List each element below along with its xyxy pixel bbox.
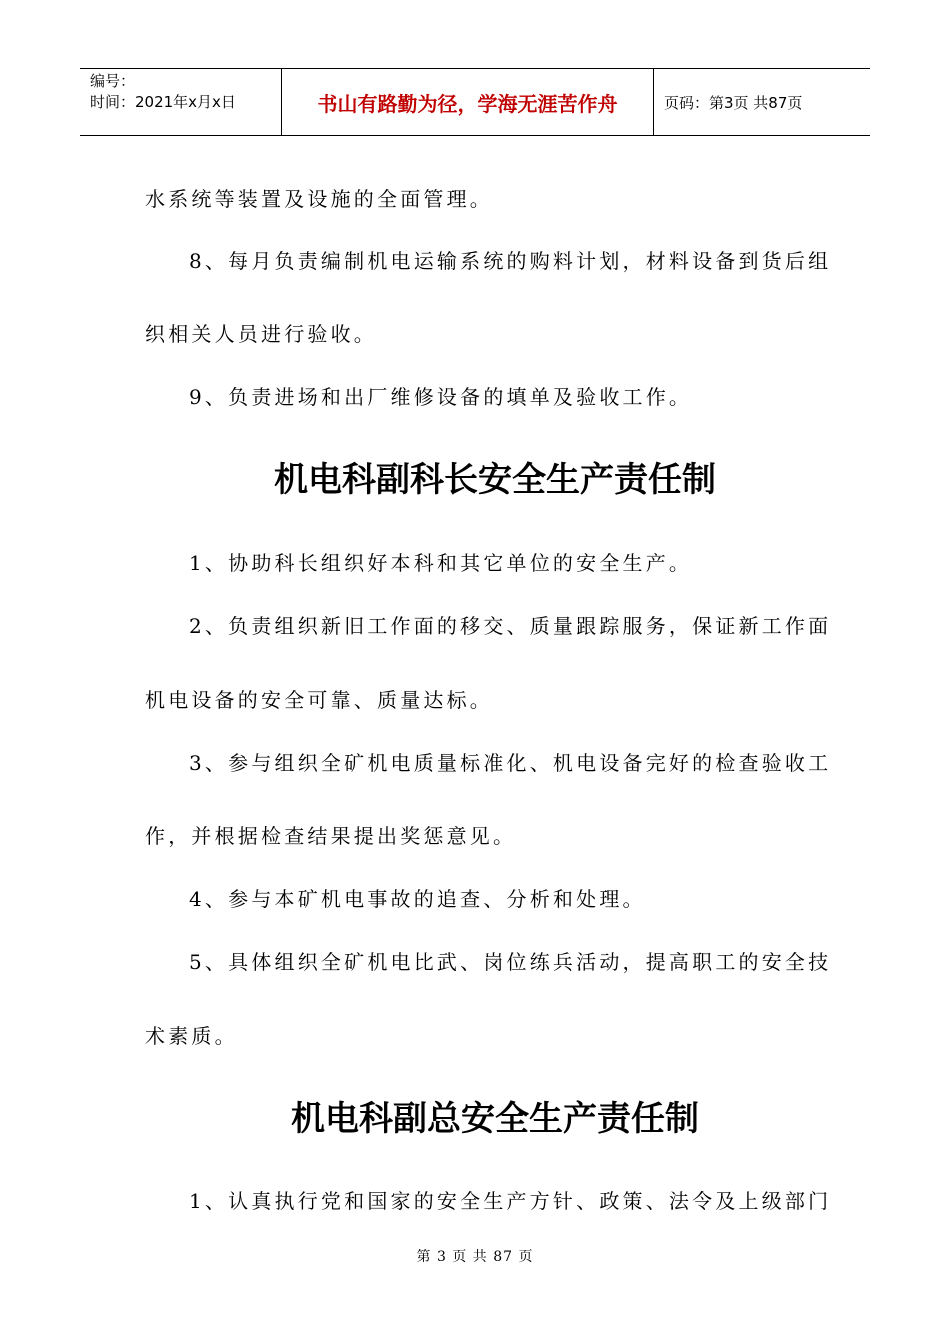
paragraph-s-item-2: 2、负责组织新旧工作面的移交、质量跟踪服务，保证新工作面 bbox=[189, 614, 832, 638]
header-motto-cell bbox=[282, 69, 654, 135]
document-number: 编号： bbox=[90, 72, 136, 90]
document-time: 时间：2021年x月x日 bbox=[90, 93, 236, 111]
paragraph-item-9: 9、负责进场和出厂维修设备的填单及验收工作。 bbox=[189, 385, 693, 409]
paragraph-s-item-2-cont: 机电设备的安全可靠、质量达标。 bbox=[145, 688, 493, 712]
page-footer: 第 3 页 共 87 页 bbox=[416, 1249, 534, 1265]
page-header bbox=[80, 68, 870, 136]
section-heading-deputy-chief-engineer: 机电科副总安全生产责任制 bbox=[291, 1099, 699, 1139]
paragraph-item-8-cont: 织相关人员进行验收。 bbox=[145, 322, 377, 346]
header-page-cell bbox=[654, 69, 870, 135]
header-meta-cell bbox=[80, 69, 282, 135]
paragraph-s-item-5-cont: 术素质。 bbox=[145, 1024, 238, 1048]
paragraph-s-item-4: 4、参与本矿机电事故的追查、分析和处理。 bbox=[189, 887, 646, 911]
paragraph-item-8: 8、每月负责编制机电运输系统的购料计划，材料设备到货后组 bbox=[189, 249, 832, 273]
header-motto: 书山有路勤为径，学海无涯苦作舟 bbox=[317, 91, 618, 116]
paragraph-s-item-3: 3、参与组织全矿机电质量标准化、机电设备完好的检查验收工 bbox=[189, 751, 832, 775]
paragraph-s-item-1: 1、协助科长组织好本科和其它单位的安全生产。 bbox=[189, 551, 693, 575]
paragraph-s-item-3-cont: 作，并根据检查结果提出奖惩意见。 bbox=[145, 824, 517, 848]
paragraph-t-item-1: 1、认真执行党和国家的安全生产方针、政策、法令及上级部门 bbox=[189, 1189, 832, 1213]
paragraph-s-item-5: 5、具体组织全矿机电比武、岗位练兵活动，提高职工的安全技 bbox=[189, 950, 832, 974]
section-heading-deputy-chief: 机电科副科长安全生产责任制 bbox=[274, 460, 716, 500]
paragraph-continuation: 水系统等装置及设施的全面管理。 bbox=[145, 187, 493, 211]
header-page-info: 页码：第3页 共87页 bbox=[664, 93, 803, 112]
